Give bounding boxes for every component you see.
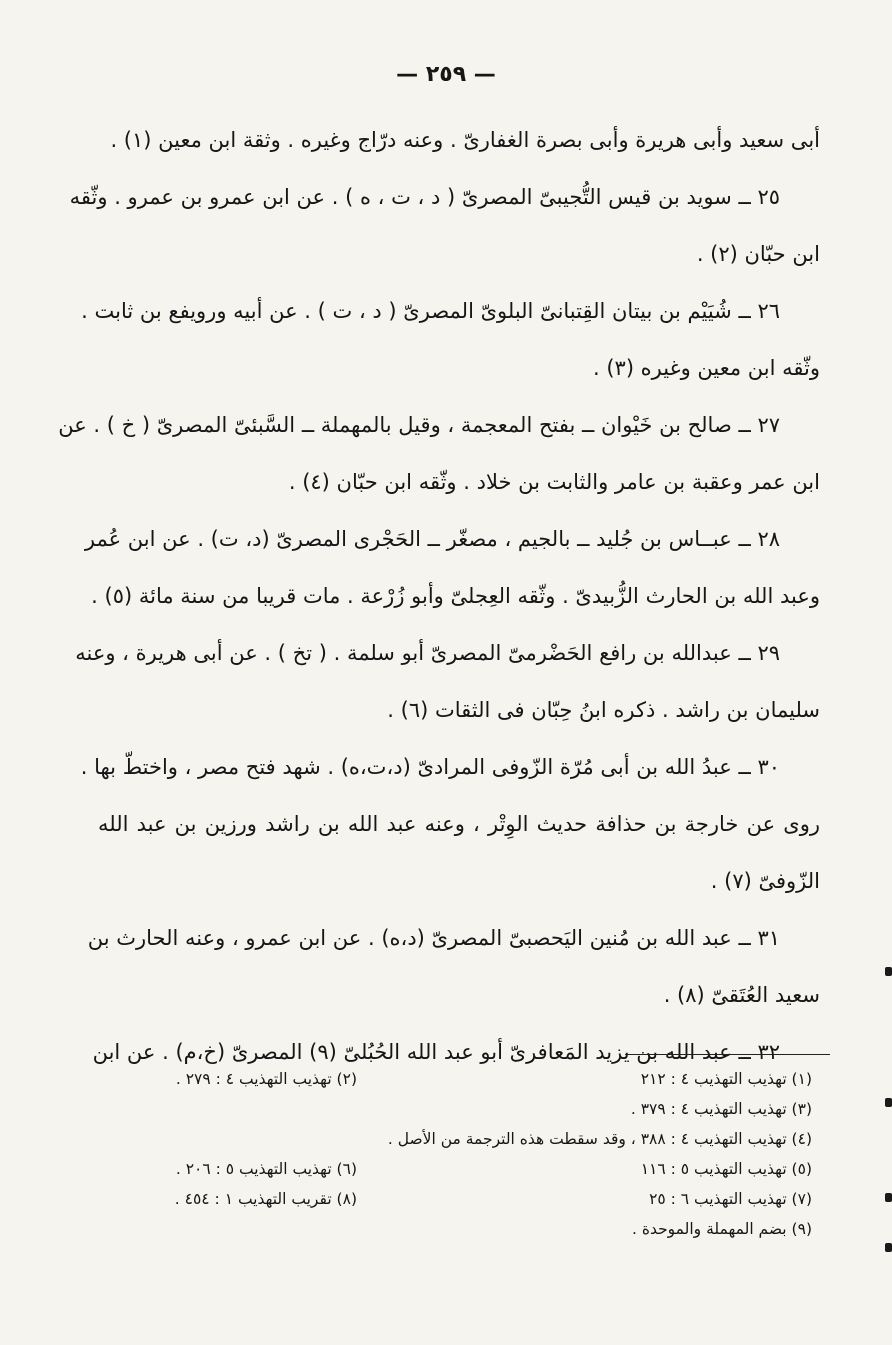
entry-30-line: ٣٠ ــ عبدُ الله بن أبى مُرّة الزّوفى المرادىّ (د،ت،ه) . شهد فتح مصر ، واختطّ بها .: [80, 755, 780, 779]
entry-28-line: ٢٨ ــ عبــاس بن جُليد ــ بالجيم ، مصغّر ــ الحَجْرى المصرىّ (د، ت) . عن ابن عُمر: [84, 527, 780, 551]
entry-27-line: ٢٧ ــ صالح بن خَيْوان ــ بفتح المعجمة ، وقيل بالمهملة ــ السَّبئىّ المصرىّ ( خ ) . عن: [58, 413, 780, 437]
main-text: [58, 112, 820, 1081]
footnote-6: (٦) تهذيب التهذيب ٥ : ٢٠٦ .: [175, 1160, 357, 1178]
entry-26-line: ٢٦ ــ شُيَيْم بن بيتان القِتبانىّ البلوىّ المصرىّ ( د ، ت ) . عن أبيه ورويفع بن ثابت .: [81, 299, 780, 323]
page-number: — ٢٥٩ —: [396, 62, 496, 87]
text-line: سليمان بن راشد . ذكره ابنُ حِبّان فى الثقات (٦) .: [387, 698, 820, 722]
text-line: روى عن خارجة بن حذافة حديث الوِتْر ، وعنه عبد الله بن راشد ورزين بن عبد الله: [98, 812, 820, 836]
entry-31-line: ٣١ ــ عبد الله بن مُنين اليَحصبىّ المصرىّ (د،ه) . عن ابن عمرو ، وعنه الحارث بن: [87, 926, 780, 950]
footnote-row: [100, 1214, 812, 1244]
entry-29-line: ٢٩ ــ عبدالله بن رافع الحَضْرمىّ المصرىّ أبو سلمة . ( تخ ) . عن أبى هريرة ، وعنه: [75, 641, 780, 665]
footnote-1: (١) تهذيب التهذيب ٤ : ٢١٢: [640, 1070, 812, 1088]
text-line: ابن عمر وعقبة بن عامر والثابت بن خلاد . وثّقه ابن حبّان (٤) .: [288, 470, 820, 494]
footnote-row: [100, 1154, 812, 1184]
footnote-9: (٩) بضم المهملة والموحدة .: [631, 1220, 812, 1238]
footnote-row: [100, 1124, 812, 1154]
footnote-4: (٤) تهذيب التهذيب ٤ : ٣٨٨ ، وقد سقطت هذه الترجمة من الأصل .: [387, 1130, 812, 1148]
entry-25-line: ٢٥ ــ سويد بن قيس التُّجيبىّ المصرىّ ( د ، ت ، ه ) . عن ابن عمرو بن عمرو . وثّقه: [69, 185, 780, 209]
footnote-8: (٨) تقريب التهذيب ١ : ٤٥٤ .: [174, 1190, 357, 1208]
footnote-5: (٥) تهذيب التهذيب ٥ : ١١٦: [640, 1160, 812, 1178]
text-line: ابن حبّان (٢) .: [696, 242, 820, 266]
footnote-2: (٢) تهذيب التهذيب ٤ : ٢٧٩ .: [175, 1070, 357, 1088]
footnote-row: [100, 1064, 812, 1094]
scan-margin-mark: [885, 1243, 892, 1252]
text-line: وثّقه ابن معين وغيره (٣) .: [592, 356, 820, 380]
text-line: الزّوفىّ (٧) .: [710, 869, 820, 893]
entry-32-line: ٣٢ ــ عبد الله بن يزيد المَعافرىّ أبو عبد الله الحُبُلىّ (٩) المصرىّ (خ،م) . عن ابن: [92, 1040, 780, 1064]
footnote-row: [100, 1184, 812, 1214]
scan-margin-mark: [885, 1098, 892, 1107]
footnote-3: (٣) تهذيب التهذيب ٤ : ٣٧٩ .: [630, 1100, 812, 1118]
scan-margin-mark: [885, 967, 892, 976]
footnote-row: [100, 1094, 812, 1124]
footnote-divider: [625, 1054, 830, 1055]
text-line: أبى سعيد وأبى هريرة وأبى بصرة الغفارىّ . وعنه درّاج وغيره . وثقة ابن معين (١) .: [110, 128, 820, 152]
scan-margin-mark: [885, 1193, 892, 1202]
text-line: سعيد العُتَقىّ (٨) .: [663, 983, 820, 1007]
footnote-7: (٧) تهذيب التهذيب ٦ : ٢٥: [649, 1190, 812, 1208]
text-line: وعبد الله بن الحارث الزُّبيدىّ . وثّقه العِجلىّ وأبو زُرْعة . مات قريبا من سنة مائة (٥) .: [91, 584, 820, 608]
footnotes: [100, 1064, 812, 1244]
